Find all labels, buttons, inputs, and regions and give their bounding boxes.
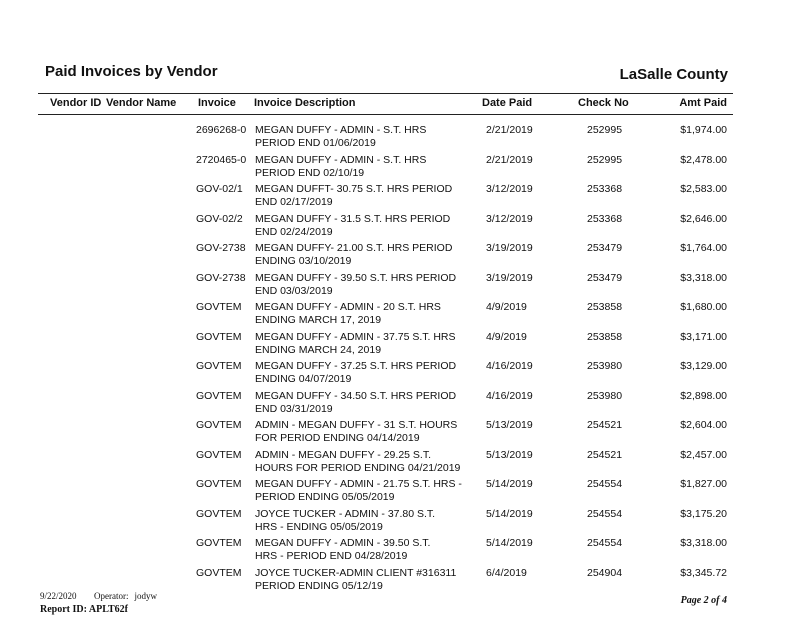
col-vendor-name: Vendor Name <box>106 97 177 109</box>
table-row <box>0 475 800 505</box>
date-paid-cell: 3/12/2019 <box>486 212 533 225</box>
invoice-cell: GOVTEM <box>196 360 242 372</box>
description-line-1: ADMIN - MEGAN DUFFY - 29.25 S.T. <box>255 448 432 461</box>
description-cell <box>255 478 462 504</box>
description-line-2: END 02/17/2019 <box>255 196 333 208</box>
amt-paid-cell: $3,318.00 <box>680 271 727 284</box>
table-row <box>0 357 800 387</box>
description-cell <box>255 390 456 416</box>
description-line-2: PERIOD END 02/10/19 <box>255 166 365 179</box>
col-check-no: Check No <box>578 97 629 109</box>
description-line-1: JOYCE TUCKER-ADMIN CLIENT #316311 <box>255 566 457 579</box>
table-row <box>0 151 800 181</box>
check-no-cell: 252995 <box>587 153 623 166</box>
table-row <box>0 416 800 446</box>
table-row <box>0 269 800 299</box>
check-no-cell: 254904 <box>587 566 623 579</box>
description-line-1: MEGAN DUFFY - 39.50 S.T. HRS PERIOD <box>255 271 457 284</box>
date-paid-cell: 2/21/2019 <box>486 153 533 166</box>
description-line-1: MEGAN DUFFY- 21.00 S.T. HRS PERIOD <box>255 242 453 254</box>
invoice-cell: 2720465-0 <box>196 153 247 166</box>
invoice-cell: GOV-2738 <box>196 242 246 254</box>
date-paid-cell: 6/4/2019 <box>486 566 527 579</box>
col-invoice: Invoice <box>198 97 236 109</box>
description-cell <box>255 124 426 150</box>
description-line-1: MEGAN DUFFY - ADMIN - 20 S.T. HRS <box>255 301 441 313</box>
table-row <box>0 564 800 594</box>
amt-paid-cell: $1,827.00 <box>680 478 727 490</box>
date-paid-cell: 5/14/2019 <box>486 478 533 490</box>
description-line-2: PERIOD ENDING 05/12/19 <box>255 579 383 592</box>
description-cell <box>255 508 435 534</box>
check-no-cell: 252995 <box>587 124 623 136</box>
check-no-cell: 253368 <box>587 183 623 195</box>
amt-paid-cell: $2,898.00 <box>680 389 727 402</box>
table-row <box>0 505 800 535</box>
check-no-cell: 253368 <box>587 212 623 225</box>
date-paid-cell: 5/14/2019 <box>486 507 533 520</box>
invoice-cell: GOVTEM <box>196 330 242 343</box>
description-line-2: END 03/03/2019 <box>255 284 333 297</box>
description-cell <box>255 301 441 327</box>
page-number: Page 2 of 4 <box>680 595 727 606</box>
amt-paid-cell: $2,478.00 <box>680 153 727 166</box>
date-paid-cell: 5/14/2019 <box>486 537 533 549</box>
check-no-cell: 253858 <box>587 330 623 343</box>
table-row <box>0 534 800 564</box>
invoice-cell: 2696268-0 <box>196 124 247 136</box>
date-paid-cell: 4/9/2019 <box>486 330 527 343</box>
description-line-2: ENDING MARCH 24, 2019 <box>255 343 382 356</box>
amt-paid-cell: $2,457.00 <box>680 448 727 461</box>
invoice-cell: GOV-02/2 <box>196 212 243 225</box>
invoice-cell: GOVTEM <box>196 419 242 431</box>
description-line-2: END 02/24/2019 <box>255 225 333 238</box>
check-no-cell: 254521 <box>587 448 623 461</box>
footer-operator <box>94 591 157 601</box>
invoice-cell: GOV-2738 <box>196 271 246 284</box>
description-line-1: MEGAN DUFFY - 31.5 S.T. HRS PERIOD <box>255 212 451 225</box>
description-cell <box>255 154 426 180</box>
report-title: Paid Invoices by Vendor <box>45 63 218 80</box>
invoice-cell: GOVTEM <box>196 537 242 549</box>
date-paid-cell: 3/19/2019 <box>486 271 533 284</box>
amt-paid-cell: $3,345.72 <box>680 566 727 579</box>
description-line-2: HRS - ENDING 05/05/2019 <box>255 520 383 533</box>
description-cell <box>255 242 452 268</box>
description-line-2: ENDING 04/07/2019 <box>255 373 352 385</box>
check-no-cell: 253858 <box>587 301 623 313</box>
check-no-cell: 253980 <box>587 389 623 402</box>
col-amt-paid: Amt Paid <box>679 97 727 109</box>
description-line-1: MEGAN DUFFY - 37.25 S.T. HRS PERIOD <box>255 360 457 372</box>
check-no-cell: 254521 <box>587 419 623 431</box>
description-cell <box>255 272 456 298</box>
date-paid-cell: 3/19/2019 <box>486 242 533 254</box>
description-cell <box>255 331 456 357</box>
table-row <box>0 210 800 240</box>
date-paid-cell: 4/16/2019 <box>486 389 533 402</box>
amt-paid-cell: $1,680.00 <box>680 301 727 313</box>
invoice-cell: GOVTEM <box>196 478 242 490</box>
invoice-cell: GOVTEM <box>196 301 242 313</box>
col-date-paid: Date Paid <box>482 97 533 109</box>
check-no-cell: 254554 <box>587 537 623 549</box>
date-paid-cell: 5/13/2019 <box>486 419 533 431</box>
invoice-table-body <box>0 121 800 593</box>
description-cell <box>255 360 456 386</box>
check-no-cell: 253479 <box>587 271 623 284</box>
date-paid-cell: 4/9/2019 <box>486 301 527 313</box>
description-line-1: MEGAN DUFFT- 30.75 S.T. HRS PERIOD <box>255 183 453 195</box>
check-no-cell: 254554 <box>587 478 623 490</box>
invoice-cell: GOVTEM <box>196 448 242 461</box>
table-row <box>0 328 800 358</box>
description-line-1: MEGAN DUFFY - ADMIN - 39.50 S.T. <box>255 537 431 549</box>
description-line-2: HRS - PERIOD END 04/28/2019 <box>255 550 408 562</box>
description-line-1: ADMIN - MEGAN DUFFY - 31 S.T. HOURS <box>255 419 458 431</box>
description-line-2: FOR PERIOD ENDING 04/14/2019 <box>255 432 420 444</box>
county-name: LaSalle County <box>619 66 728 83</box>
invoice-cell: GOV-02/1 <box>196 183 243 195</box>
col-vendor-id: Vendor ID <box>50 97 102 109</box>
table-row <box>0 239 800 269</box>
description-cell <box>255 419 457 445</box>
amt-paid-cell: $2,583.00 <box>680 183 727 195</box>
description-line-1: MEGAN DUFFY - 34.50 S.T. HRS PERIOD <box>255 389 457 402</box>
description-cell <box>255 183 452 209</box>
amt-paid-cell: $3,171.00 <box>680 330 727 343</box>
date-paid-cell: 3/12/2019 <box>486 183 533 195</box>
description-line-2: ENDING MARCH 17, 2019 <box>255 314 382 326</box>
description-cell <box>255 213 450 239</box>
date-paid-cell: 4/16/2019 <box>486 360 533 372</box>
table-header <box>38 93 733 115</box>
description-cell <box>255 449 460 475</box>
amt-paid-cell: $1,764.00 <box>680 242 727 254</box>
table-row <box>0 121 800 151</box>
description-line-2: PERIOD END 01/06/2019 <box>255 137 376 149</box>
report-id: Report ID: APLT62f <box>40 604 128 615</box>
amt-paid-cell: $3,129.00 <box>680 360 727 372</box>
table-row <box>0 298 800 328</box>
table-row <box>0 180 800 210</box>
description-line-2: ENDING 03/10/2019 <box>255 255 352 267</box>
description-line-1: MEGAN DUFFY - ADMIN - 21.75 S.T. HRS - <box>255 478 462 490</box>
operator-name: jodyw <box>134 591 157 601</box>
date-paid-cell: 5/13/2019 <box>486 448 533 461</box>
check-no-cell: 254554 <box>587 507 623 520</box>
description-line-1: JOYCE TUCKER - ADMIN - 37.80 S.T. <box>255 507 436 520</box>
description-line-1: MEGAN DUFFY - ADMIN - S.T. HRS <box>255 153 427 166</box>
description-cell <box>255 567 456 593</box>
description-line-2: HOURS FOR PERIOD ENDING 04/21/2019 <box>255 461 461 474</box>
operator-label: Operator: <box>94 591 129 601</box>
footer-date: 9/22/2020 <box>40 591 77 601</box>
amt-paid-cell: $2,646.00 <box>680 212 727 225</box>
description-line-1: MEGAN DUFFY - ADMIN - 37.75 S.T. HRS <box>255 330 456 343</box>
col-description: Invoice Description <box>254 97 356 109</box>
table-row <box>0 446 800 476</box>
check-no-cell: 253980 <box>587 360 623 372</box>
description-line-2: PERIOD ENDING 05/05/2019 <box>255 491 395 503</box>
invoice-cell: GOVTEM <box>196 389 242 402</box>
amt-paid-cell: $1,974.00 <box>680 124 727 136</box>
amt-paid-cell: $2,604.00 <box>680 419 727 431</box>
check-no-cell: 253479 <box>587 242 623 254</box>
date-paid-cell: 2/21/2019 <box>486 124 533 136</box>
amt-paid-cell: $3,175.20 <box>680 507 727 520</box>
invoice-cell: GOVTEM <box>196 566 242 579</box>
amt-paid-cell: $3,318.00 <box>680 537 727 549</box>
description-line-1: MEGAN DUFFY - ADMIN - S.T. HRS <box>255 124 427 136</box>
invoice-cell: GOVTEM <box>196 507 242 520</box>
table-row <box>0 387 800 417</box>
description-line-2: END 03/31/2019 <box>255 402 333 415</box>
description-cell <box>255 537 430 563</box>
